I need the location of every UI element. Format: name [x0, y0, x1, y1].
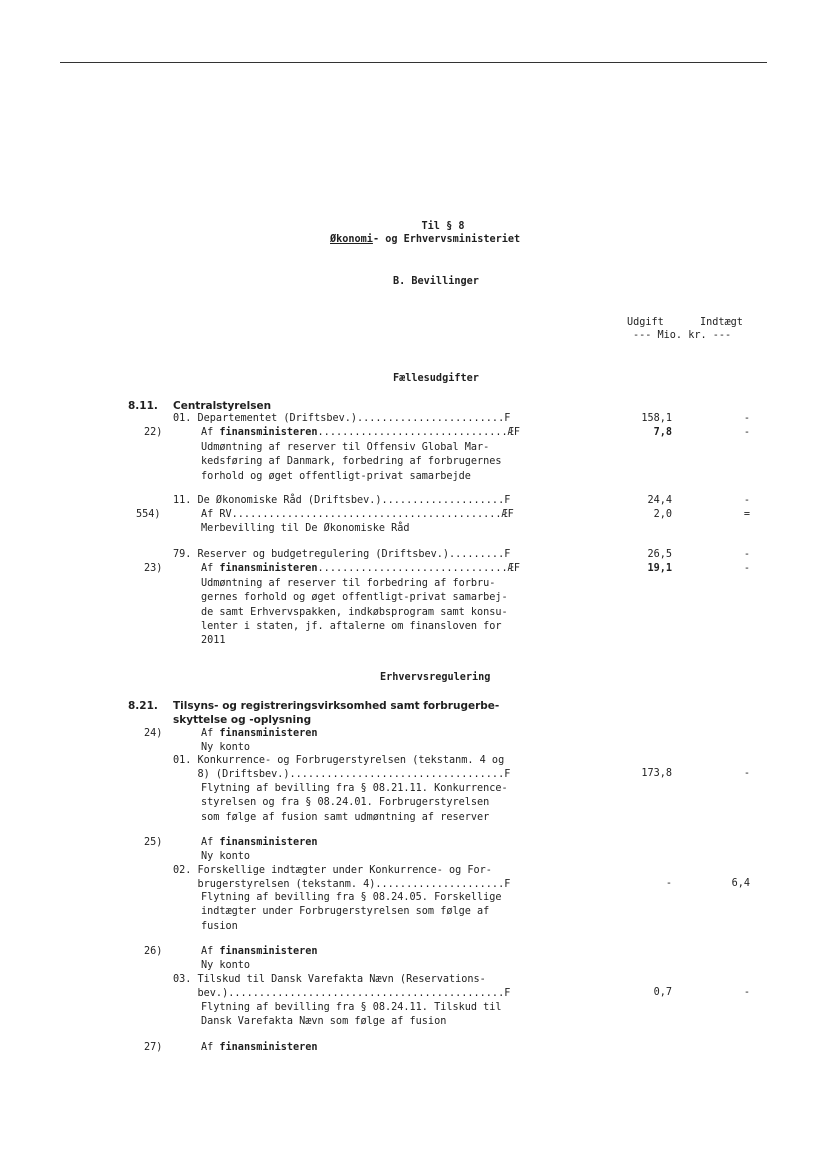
ministry-heading-rest: - og Erhvervsministeriet: [372, 234, 521, 245]
ref-26: 26): [144, 946, 163, 957]
account-01-indtaegt: -: [743, 413, 750, 424]
ref-25-line: [201, 837, 318, 849]
ref-24-prefix: Af: [201, 728, 220, 739]
ref-24-new-account: Ny konto: [201, 742, 251, 753]
account-79-indtaegt: -: [743, 549, 750, 560]
ref-22-udgift: 7,8: [653, 427, 672, 438]
account-821-03-line: 03. Tilskud til Dansk Varefakta Nævn (Reservations- bev.).............................................F: [173, 974, 511, 1000]
ref-24: 24): [144, 728, 163, 739]
section-title-811: Centralstyrelsen: [173, 400, 272, 412]
account-821-03-note: Flytning af bevilling fra § 08.24.11. Tilskud til Dansk Varefakta Nævn som følge af fusion: [201, 1002, 502, 1028]
ref-25-prefix: Af: [201, 837, 220, 848]
group-faellesudgifter: Fællesudgifter: [393, 373, 479, 384]
account-821-01-line: 01. Konkurrence- og Forbrugerstyrelsen (tekstanm. 4 og 8) (Driftsbev.)...................................F: [173, 755, 511, 781]
ref-22: 22): [144, 427, 163, 438]
ref-23-indtaegt: -: [743, 563, 750, 574]
account-821-02-udgift: -: [665, 878, 672, 889]
ref-23-note: Udmøntning af reserver til forbedring af forbru- gernes forhold og øget offentligt-privat samarbej- de samt Erhvervspakken, indkøbsprogram samt konsu- lenter i staten, jf. aftalerne om finansloven for 2011: [201, 578, 508, 647]
account-821-01-indtaegt: -: [743, 768, 750, 779]
account-11-udgift: 24,4: [647, 495, 672, 506]
ref-25: 25): [144, 837, 163, 848]
ref-554: 554): [136, 509, 161, 520]
ministry-heading: [330, 234, 520, 246]
column-udgift: Udgift: [627, 317, 664, 328]
account-821-02-line: 02. Forskellige indtægter under Konkurrence- og For- brugerstyrelsen (tekstanm. 4).....................F: [173, 865, 511, 891]
ref-26-line: [201, 946, 318, 958]
ref-554-udgift: 2,0: [653, 509, 672, 520]
ref-26-new-account: Ny konto: [201, 960, 251, 971]
ref-26-prefix: Af: [201, 946, 220, 957]
account-821-01-udgift: 173,8: [641, 768, 672, 779]
section-number-821: 8.21.: [128, 700, 158, 712]
account-01-line: 01. Departementet (Driftsbev.)........................F: [173, 413, 511, 424]
account-821-03-udgift: 0,7: [653, 987, 672, 998]
column-indtaegt: Indtægt: [700, 317, 743, 328]
ref-27-prefix: Af: [201, 1042, 220, 1053]
column-unit: --- Mio. kr. ---: [633, 330, 732, 341]
account-11-indtaegt: -: [743, 495, 750, 506]
ref-554-indtaegt: =: [743, 509, 750, 520]
ref-22-minister: finansministeren: [219, 427, 318, 438]
ref-25-minister: finansministeren: [219, 837, 318, 848]
account-01-udgift: 158,1: [641, 413, 672, 424]
account-79-line: 79. Reserver og budgetregulering (Driftsbev.).........F: [173, 549, 511, 560]
ref-23-line: [201, 563, 520, 575]
ref-26-minister: finansministeren: [219, 946, 318, 957]
account-11-line: 11. De Økonomiske Råd (Driftsbev.)....................F: [173, 495, 511, 506]
til-paragraph-heading: Til § 8: [421, 221, 465, 232]
group-erhvervsregulering: Erhvervsregulering: [380, 672, 491, 683]
section-number-811: 8.11.: [128, 400, 158, 412]
top-rule: [60, 62, 767, 63]
account-821-01-note: Flytning af bevilling fra § 08.21.11. Konkurrence- styrelsen og fra § 08.24.01. Forbrugerstyrelsen som følge af fusion samt udmøntning af reserver: [201, 783, 508, 823]
ref-22-prefix: Af: [201, 427, 220, 438]
ref-23-udgift: 19,1: [647, 563, 672, 574]
ref-22-dots: ...............................ÆF: [317, 427, 520, 438]
account-79-udgift: 26,5: [647, 549, 672, 560]
section-title-821-line1: Tilsyns- og registreringsvirksomhed samt forbrugerbe-: [173, 700, 500, 712]
ref-554-line: Af RV............................................ÆF: [201, 509, 514, 520]
ref-22-note: Udmøntning af reserver til Offensiv Global Mar- kedsføring af Danmark, forbedring af forbrugernes forhold og øget offentligt-privat samarbejde: [201, 442, 502, 482]
ref-23-prefix: Af: [201, 563, 220, 574]
ref-27-minister: finansministeren: [219, 1042, 318, 1053]
ref-22-line: [201, 427, 520, 439]
account-821-03-indtaegt: -: [743, 987, 750, 998]
section-title-821-line2: skyttelse og -oplysning: [173, 714, 312, 726]
ref-25-new-account: Ny konto: [201, 851, 251, 862]
ref-22-indtaegt: -: [743, 427, 750, 438]
ref-24-minister: finansministeren: [219, 728, 318, 739]
ministry-heading-underlined: Økonomi: [330, 234, 373, 245]
ref-23-minister: finansministeren: [219, 563, 318, 574]
ref-24-line: [201, 728, 318, 740]
account-821-02-indtaegt: 6,4: [731, 878, 750, 889]
ref-23: 23): [144, 563, 163, 574]
account-821-02-note: Flytning af bevilling fra § 08.24.05. Forskellige indtægter under Forbrugerstyrelsen som følge af fusion: [201, 892, 502, 932]
section-heading: B. Bevillinger: [393, 276, 479, 287]
ref-27-line: [201, 1042, 318, 1054]
ref-27: 27): [144, 1042, 163, 1053]
ref-23-dots: ...............................ÆF: [317, 563, 520, 574]
ref-554-note: Merbevilling til De Økonomiske Råd: [201, 523, 410, 534]
